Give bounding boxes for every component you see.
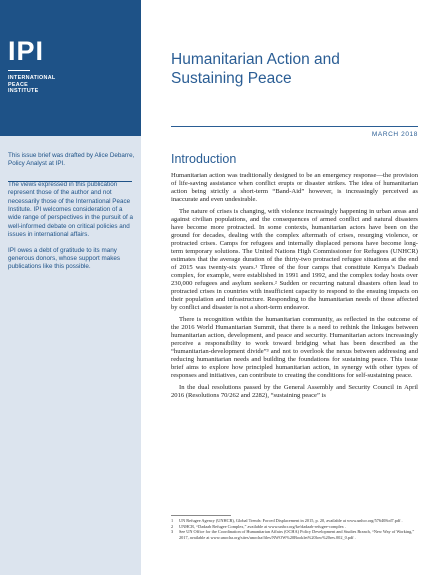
body-text bbox=[171, 172, 418, 403]
publication-date: MARCH 2018 bbox=[371, 131, 418, 138]
footnote-divider bbox=[171, 515, 231, 516]
paragraph-1: Humanitarian action was traditionally designed to be an emergency response—the provision of life-saving assistance when conflict erupts or disaster strikes. The idea of humanitarian action being strictly a short-term “Band-Aid” however, is increasingly perceived as inaccurate and even undesirable. bbox=[171, 172, 418, 204]
footnote-number: 3 bbox=[171, 529, 174, 535]
paragraph-3: There is recognition within the humanitarian community, as reflected in the outcome of the 2016 World Humanitarian Summit, that there is a need to rethink the linkages between humanitarian action, development, and peace and security. Humanitarian actors increasingly perceive a responsibility to work toward bridging what has been described as the “humanitarian-development divide”³ and not to overlook the nexus between addressing and reducing humanitarian needs and building the foundations for sustaining peace. This issue brief aims to explore how principled humanitarian action, in synergy with other types of responses and initiatives, can contribute to creating the conditions for self-sustaining peace. bbox=[171, 315, 418, 380]
logo-divider bbox=[8, 70, 30, 71]
footnote-number: 2 bbox=[171, 523, 174, 529]
footnote bbox=[171, 529, 418, 540]
disclaimer: The views expressed in this publication represent those of the author and not necessarily those of the International Peace Institute. IPI welcomes consideration of a wide range of perspectives in the pursuit of a well-informed debate on critical policies and issues in international affairs. bbox=[8, 180, 133, 239]
title-divider bbox=[171, 126, 418, 127]
title-line-2: Sustaining Peace bbox=[171, 70, 292, 87]
page-title bbox=[171, 50, 431, 88]
logo-line-2: PEACE bbox=[8, 81, 29, 88]
section-heading: Introduction bbox=[171, 152, 237, 166]
paragraph-2: The nature of crises is changing, with violence increasingly happening in urban areas and against civilian populations, and the consequences of armed conflict and natural disasters have become more protracted. In some contexts, humanitarian actors have been on the ground for decades, dealing with the complex aftermath of crises, resurging violence, or protracted crises. Camps for refugees and internally displaced persons have become long-term temporary solutions. The United Nations High Commissioner for Refugees (UNHCR) estimates that the average duration of the thirty-two protracted refugee situations at the end of 2015 was twenty-six years.¹ Three of the four camps that constitute Kenya’s Dadaab complex, for example, were established in 1991 and 1992, and the complex today hosts over 230,000 refugees and asylum seekers.² Sudden or recurring natural disasters often lead to protracted crises in countries with insufficient capacity to respond to the ensuing impacts on their population and infrastructure. Responding to the humanitarian needs of those affected by conflict and disaster is not a short-term endeavor. bbox=[171, 207, 418, 312]
footnote-text: UN Refugee Agency (UNHCR), Global Trends: Forced Displacement in 2015, p. 20, available at www.unhcr.org/576408cd7.pdf . bbox=[179, 518, 403, 523]
title-line-1: Humanitarian Action and bbox=[171, 51, 340, 68]
sidebar-text bbox=[8, 152, 136, 279]
footnote-number: 1 bbox=[171, 518, 174, 523]
logo-line-3: INSTITUTE bbox=[8, 88, 39, 95]
logo-line-1: INTERNATIONAL bbox=[8, 75, 56, 81]
logo-acronym: IPI bbox=[8, 36, 45, 66]
footnote-text: See UN Office for the Coordination of Humanitarian Affairs (OCHA) Policy Development and Studies Branch, “New Way of Working,” 2017, available at www.unocha.org/sites/unocha/files/NWOW%20Booklet%20low%20res.002_0.pdf . bbox=[179, 529, 415, 540]
donor-gratitude: IPI owes a debt of gratitude to its many generous donors, whose support makes publications like this possible. bbox=[8, 246, 121, 271]
ipi-logo-block bbox=[0, 0, 141, 136]
logo-name bbox=[8, 75, 56, 95]
paragraph-4: In the dual resolutions passed by the General Assembly and Security Council in April 2016 (Resolutions 70/262 and 2282), “sustaining peace” is bbox=[171, 383, 418, 399]
author-note: This issue brief was drafted by Alice Debarre, Policy Analyst at IPI. bbox=[8, 152, 135, 168]
footnotes bbox=[171, 518, 418, 540]
footnote-text: UNHCR, “Dadaab Refugee Complex,” available at www.unhcr.org/ke/dadaab-refugee-complex . bbox=[179, 523, 346, 529]
